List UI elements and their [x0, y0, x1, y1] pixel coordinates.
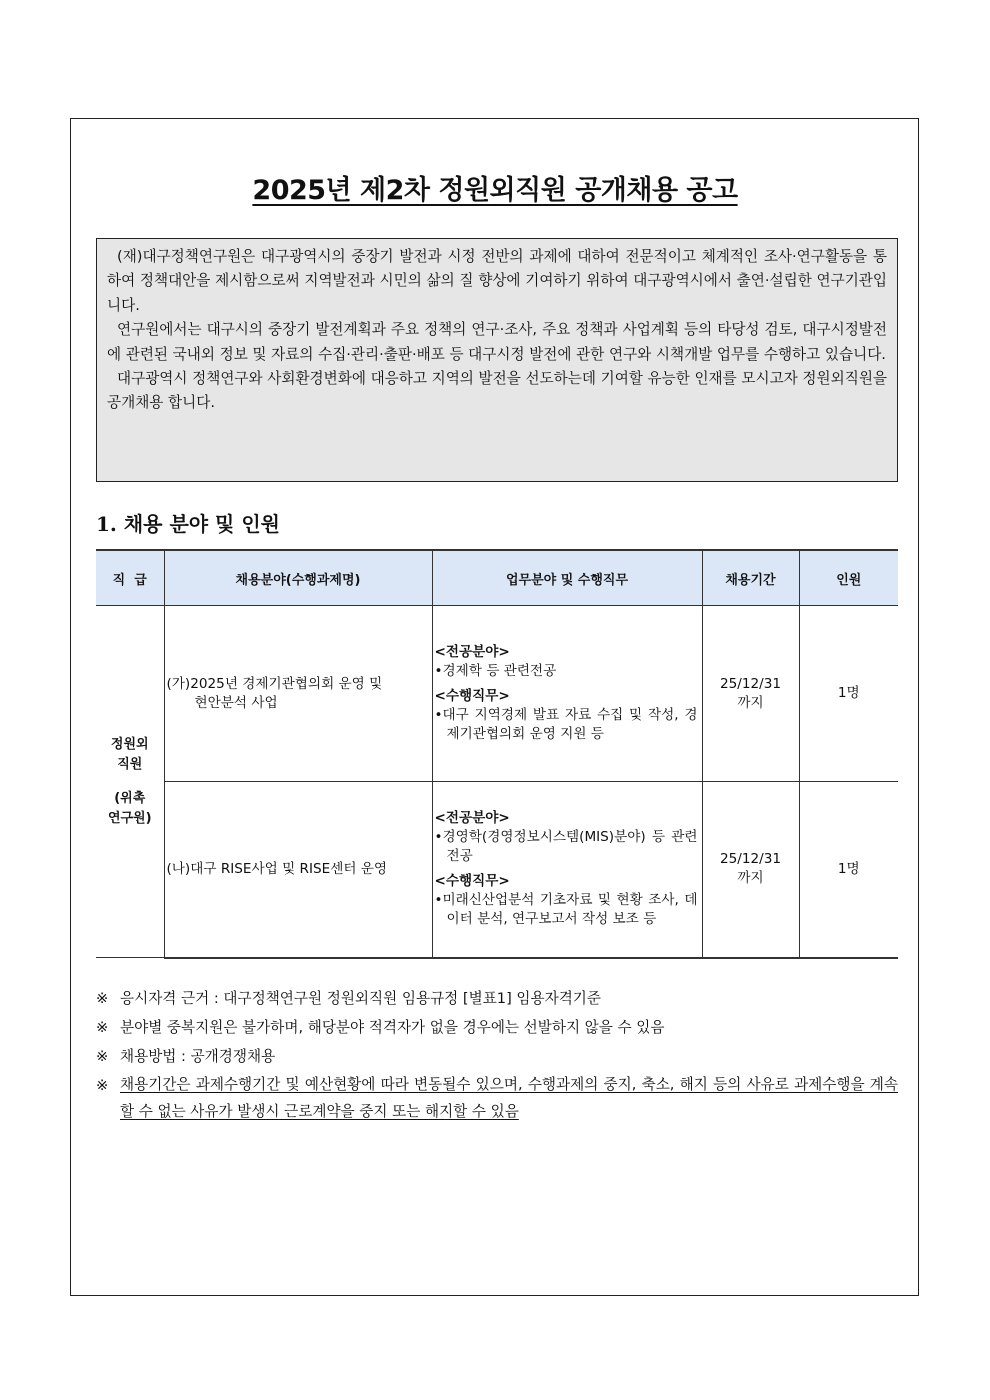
- count-cell: 1명: [799, 782, 898, 958]
- note-text: 채용방법 : 공개경쟁채용: [120, 1048, 276, 1065]
- recruitment-table: [96, 549, 898, 959]
- field-cell: [164, 782, 432, 958]
- field-line: (나)대구 RISE사업 및 RISE센터 운영: [166, 860, 388, 877]
- period-date: 25/12/31: [719, 675, 782, 692]
- duty-label: <수행직무>: [434, 873, 510, 890]
- notes-list: [96, 984, 898, 1125]
- duty-cell: [432, 782, 702, 958]
- period-cell: [702, 782, 799, 958]
- period-date: 25/12/31: [719, 851, 782, 868]
- note-item: [96, 984, 898, 1013]
- table-row: [96, 606, 898, 782]
- note-text-underlined: 채용기간은 과제수행기간 및 예산현황에 따라 변동될수 있으며, 수행과제의 중지, 축소, 해지 등의 사유로 과제수행을 계속할 수 없는 사유가 발생시 근로계약을 중지 또는 해지할 수 있음: [120, 1076, 898, 1120]
- note-item: [96, 1042, 898, 1071]
- intro-paragraph-2: 연구원에서는 대구시의 중장기 발전계획과 주요 정책의 연구·조사, 주요 정책과 사업계획 등의 타당성 검토, 대구시정발전에 관련된 국내외 정보 및 자료의 수집·관리·출판·배포 등 대구시정 발전에 관한 연구와 시책개발 업무를 수행하고 있습니다.: [107, 321, 887, 363]
- note-item: [96, 1013, 898, 1042]
- major-item: •경제학 등 관련전공: [434, 663, 557, 679]
- page-title: [0, 168, 990, 207]
- rank-line: 정원외: [110, 736, 149, 752]
- rank-cell: [96, 606, 164, 958]
- duty-item: •미래신산업분석 기초자료 및 현황 조사, 데이터 분석, 연구보고서 작성 보조 등: [434, 892, 698, 928]
- duty-item: •대구 지역경제 발표 자료 수집 및 작성, 경제기관협의회 운영 지원 등: [434, 707, 698, 742]
- period-cell: [702, 606, 799, 782]
- reference-mark-icon: ※: [96, 1077, 109, 1094]
- reference-mark-icon: ※: [96, 1019, 109, 1036]
- header-count: 인원: [799, 550, 898, 606]
- table-header-row: [96, 550, 898, 606]
- intro-box: [96, 238, 898, 482]
- section-heading: 1. 채용 분야 및 인원: [96, 512, 280, 536]
- header-field: 채용분야(수행과제명): [164, 550, 432, 606]
- duty-label: <수행직무>: [434, 688, 510, 704]
- rank-line: 연구원): [107, 810, 152, 826]
- reference-mark-icon: ※: [96, 990, 109, 1007]
- period-suffix: 까지: [737, 870, 764, 887]
- rank-line: (위촉: [114, 790, 146, 806]
- reference-mark-icon: ※: [96, 1048, 109, 1065]
- header-rank: 직 급: [96, 550, 164, 606]
- note-text: 응시자격 근거 : 대구정책연구원 정원외직원 임용규정 [별표1] 임용자격기준: [120, 990, 601, 1007]
- header-period: 채용기간: [702, 550, 799, 606]
- major-label: <전공분야>: [434, 644, 510, 660]
- note-item: [96, 1071, 898, 1125]
- intro-paragraph-1: (재)대구정책연구원은 대구광역시의 중장기 발전과 시정 전반의 과제에 대하여 전문적이고 체계적인 조사·연구활동을 통하여 정책대안을 제시함으로써 지역발전과 시민의 삶의 질 향상에 기여하기 위하여 대구광역시에서 출연·설립한 연구기관입니다.: [107, 248, 887, 314]
- field-cell: [164, 606, 432, 782]
- count-cell: 1명: [799, 606, 898, 782]
- field-line: (가)2025년 경제기관협의회 운영 및: [166, 675, 383, 692]
- rank-line: 직원: [117, 756, 143, 772]
- note-text: 분야별 중복지원은 불가하며, 해당분야 적격자가 없을 경우에는 선발하지 않을 수 있음: [120, 1019, 665, 1036]
- duty-cell: [432, 606, 702, 782]
- period-suffix: 까지: [737, 694, 764, 711]
- major-label: <전공분야>: [434, 810, 510, 827]
- major-item: •경영학(경영정보시스템(MIS)분야) 등 관련전공: [434, 829, 698, 865]
- field-line: 현안분석 사업: [194, 694, 278, 711]
- table-row: [96, 782, 898, 958]
- title-text: 2025년 제2차 정원외직원 공개채용 공고: [252, 175, 738, 206]
- header-duty: 업무분야 및 수행직무: [432, 550, 702, 606]
- intro-paragraph-3: 대구광역시 정책연구와 사회환경변화에 대응하고 지역의 발전을 선도하는데 기여할 유능한 인재를 모시고자 정원외직원을 공개채용 합니다.: [107, 370, 888, 412]
